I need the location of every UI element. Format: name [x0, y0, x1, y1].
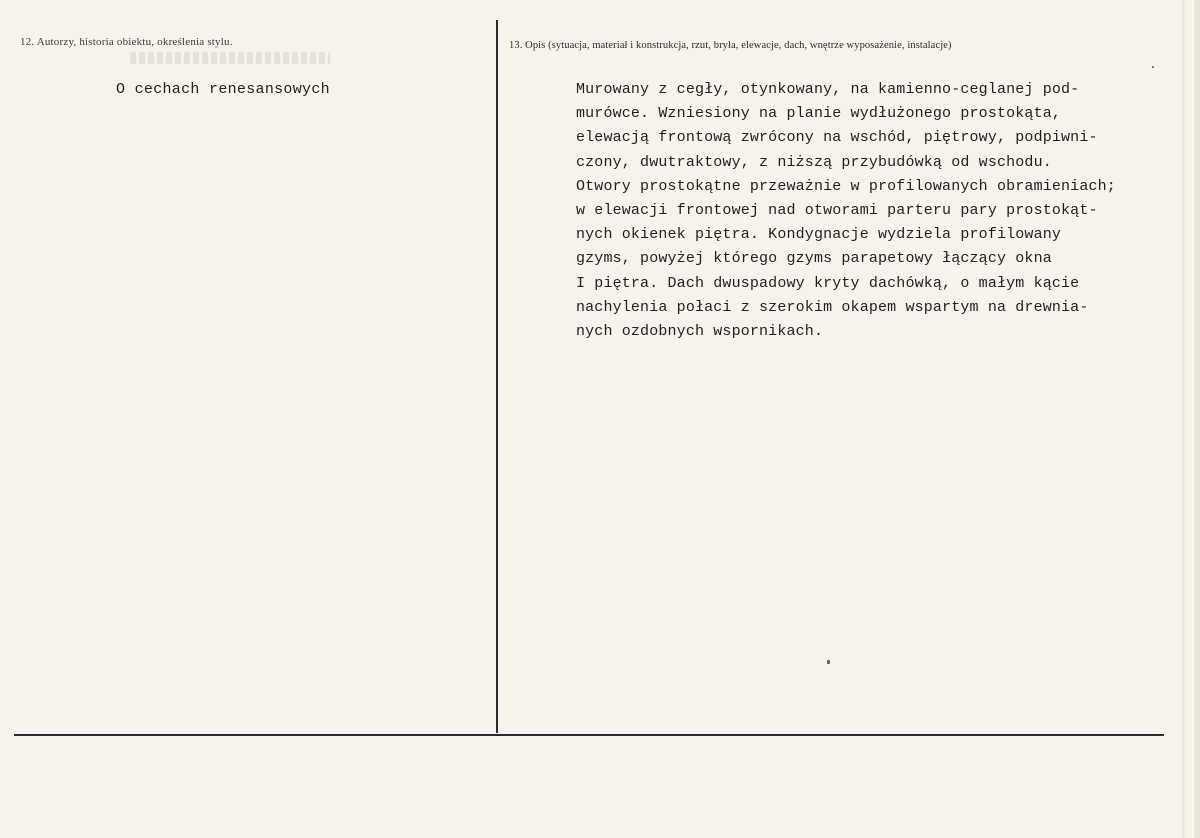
paper-speck [827, 660, 830, 664]
field-12-value: O cechach renesansowych [116, 81, 330, 98]
field-12-label: 12. Autorzy, historia obiektu, określenia stylu. [20, 36, 233, 48]
description-line: nachylenia połaci z szerokim okapem wspartym na drewnia- [576, 298, 1089, 316]
field-13-label: 13. Opis (sytuacja, materiał i konstrukcja, rzut, bryła, elewacje, dach, wnętrze wyposażenie, instalacje) [509, 40, 952, 51]
description-line: murówce. Wzniesiony na planie wydłużonego prostokąta, [576, 105, 1062, 123]
description-line: I piętra. Dach dwuspadowy kryty dachówką, o małym kącie [576, 274, 1080, 292]
description-line: czony, dwutraktowy, z niższą przybudówką od wschodu. [576, 153, 1052, 171]
field-13-description [576, 78, 1116, 344]
description-line: Murowany z cegły, otynkowany, na kamienno-ceglanej pod- [576, 81, 1080, 98]
faded-stamp-mark [130, 52, 330, 64]
vertical-divider [496, 20, 498, 733]
description-line: nych ozdobnych wspornikach. [576, 322, 824, 340]
paper-speck [1152, 66, 1154, 68]
horizontal-divider [14, 734, 1164, 736]
description-line: elewacją frontową zwrócony na wschód, piętrowy, podpiwni- [576, 129, 1098, 147]
description-line: gzyms, powyżej którego gzyms parapetowy łączący okna [576, 250, 1052, 268]
page-edge-shadow [1182, 0, 1186, 838]
description-line: nych okienek piętra. Kondygnacje wydziela profilowany [576, 226, 1062, 244]
description-line: w elewacji frontowej nad otworami parteru pary prostokąt- [576, 201, 1098, 219]
description-line: Otwory prostokątne przeważnie w profilowanych obramieniach; [576, 177, 1116, 195]
